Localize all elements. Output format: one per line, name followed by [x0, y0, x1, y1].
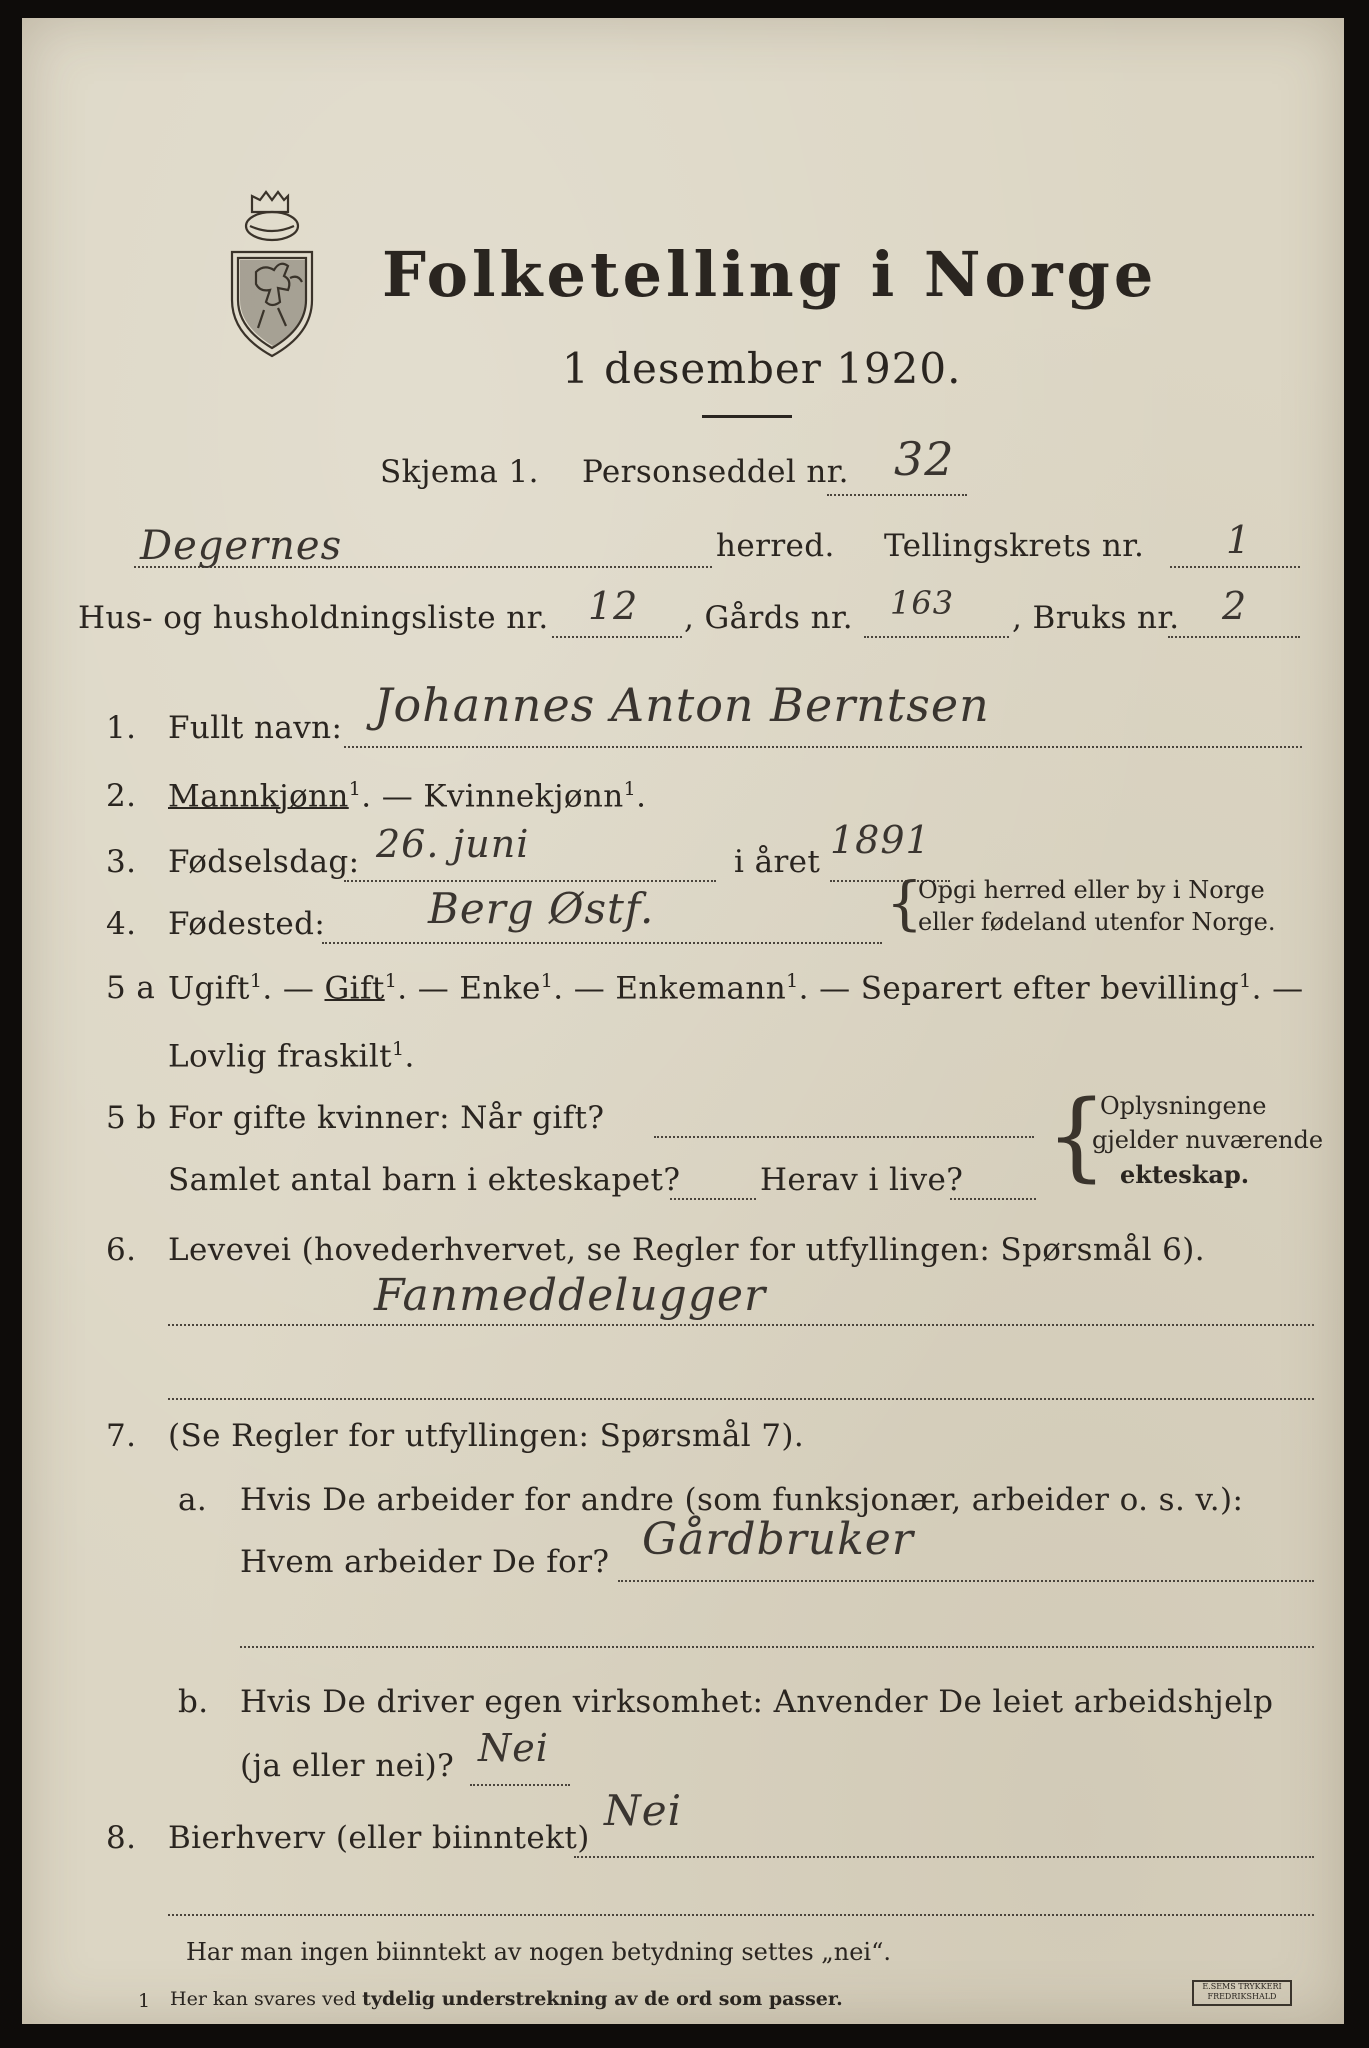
separator: . —	[262, 970, 325, 1007]
employer-value[interactable]: Gårdbruker	[642, 1514, 914, 1565]
q1-label: Fullt navn:	[168, 710, 343, 746]
q5b-brace: {	[1046, 1080, 1108, 1192]
norwegian-coat-of-arms-icon	[220, 190, 325, 360]
hired-help-value[interactable]: Nei	[478, 1726, 549, 1770]
q7b-line2: (ja eller nei)?	[240, 1748, 455, 1784]
children-count-dotted-line	[670, 1198, 756, 1200]
birthplace-dotted-line	[322, 942, 882, 944]
separator: . —	[1251, 970, 1304, 1007]
q3-label: Fødselsdag:	[168, 844, 360, 880]
footnote-ref: 1	[384, 970, 398, 992]
status-enke[interactable]: . — Enke	[397, 970, 541, 1007]
footnote-text	[170, 1988, 843, 2010]
q7a-letter: a.	[178, 1482, 208, 1518]
q8-label: Bierhverv (eller biinntekt)	[168, 1820, 590, 1856]
footer-note: Har man ingen biinntekt av nogen betydning settes „nei“.	[186, 1938, 891, 1966]
q3-number: 3.	[106, 844, 137, 880]
side-income-value[interactable]: Nei	[604, 1786, 683, 1835]
personseddel-dotted-line	[827, 494, 967, 496]
punctuation: .	[404, 1038, 415, 1075]
hus-dotted-line	[552, 636, 682, 638]
q5b-note-line1: Oplysningene	[1100, 1092, 1267, 1120]
footnote-ref: 1	[392, 1038, 405, 1060]
tellingskrets-value[interactable]: 1	[1226, 518, 1252, 562]
personseddel-label: Personseddel nr.	[582, 454, 849, 490]
children-count-label: Samlet antal barn i ekteskapet?	[168, 1162, 681, 1198]
q7a-line1: Hvis De arbeider for andre (som funksjonær, arbeider o. s. v.):	[240, 1482, 1244, 1518]
q6-label: Levevei (hovederhvervet, se Regler for utfyllingen: Spørsmål 6).	[168, 1232, 1206, 1268]
when-married-dotted-line	[654, 1136, 1034, 1138]
status-enkemann[interactable]: . — Enkemann	[553, 970, 787, 1007]
footnote-ref: 1	[540, 970, 554, 992]
printer-line1: E.SEMS TRYKKERI	[1202, 1982, 1282, 1991]
gards-dotted-line	[864, 636, 1009, 638]
gards-label: , Gårds nr.	[684, 600, 854, 636]
q7-number: 7.	[106, 1418, 137, 1454]
q5b-note-line3: ekteskap.	[1120, 1160, 1250, 1189]
gender-options[interactable]	[168, 778, 646, 814]
tellingskrets-dotted-line	[1170, 566, 1300, 568]
gender-female-option[interactable]: . — Kvinnekjønn	[361, 778, 624, 815]
bruks-value[interactable]: 2	[1222, 584, 1248, 628]
census-date: 1 desember 1920.	[562, 344, 962, 393]
q6-number: 6.	[106, 1232, 137, 1268]
q5b-note-line2	[1092, 1126, 1323, 1154]
q8-number: 8.	[106, 1820, 137, 1856]
birth-year-value[interactable]: 1891	[830, 818, 931, 862]
marital-status-options[interactable]	[168, 970, 1303, 1006]
form-title: Folketelling i Norge	[382, 238, 1158, 311]
title-divider	[702, 415, 792, 418]
q5b-number: 5 b	[106, 1100, 157, 1136]
side-income-line-2	[168, 1914, 1314, 1916]
hus-value[interactable]: 12	[588, 584, 639, 628]
status-fraskilt-row[interactable]	[168, 1038, 415, 1074]
footnote-number: 1	[138, 1990, 151, 2012]
q5b-note-line2-text: gjelder nuværende	[1092, 1126, 1324, 1154]
status-ugift[interactable]: Ugift	[168, 970, 250, 1007]
q7a-line2: Hvem arbeider De for?	[240, 1544, 610, 1580]
q5a-number: 5 a	[106, 970, 156, 1006]
personseddel-value[interactable]: 32	[894, 432, 955, 486]
children-alive-dotted-line	[950, 1198, 1036, 1200]
status-separert[interactable]: . — Separert efter bevilling	[798, 970, 1240, 1007]
printer-stamp	[1192, 1980, 1292, 2006]
occupation-line-2	[168, 1398, 1314, 1400]
bruks-dotted-line	[1168, 636, 1300, 638]
q4-note-line1: Opgi herred eller by i Norge	[918, 876, 1265, 904]
employer-line-2	[240, 1646, 1314, 1648]
q4-number: 4.	[106, 906, 137, 942]
herred-label: herred.	[716, 528, 835, 564]
birthday-dotted-line	[344, 880, 716, 882]
q4-note-line2: eller fødeland utenfor Norge.	[918, 908, 1276, 936]
q4-label: Fødested:	[168, 906, 326, 942]
q1-number: 1.	[106, 710, 137, 746]
footnote-ref: 1	[249, 970, 263, 992]
gender-male-option[interactable]: Mannkjønn	[168, 778, 349, 815]
when-married-label: For gifte kvinner: Når gift?	[168, 1100, 605, 1136]
status-fraskilt[interactable]: Lovlig fraskilt	[168, 1038, 393, 1075]
status-gift[interactable]: Gift	[324, 970, 385, 1007]
occupation-line-1	[168, 1324, 1314, 1326]
year-label: i året	[734, 844, 821, 880]
birthplace-value[interactable]: Berg Østf.	[428, 884, 655, 933]
footnote-bold: tydelig understrekning av de ord som passer.	[362, 1988, 843, 2010]
schema-label: Skjema 1.	[380, 454, 539, 490]
footnote-ref: 1	[623, 778, 637, 800]
footnote-ref: 1	[786, 970, 799, 992]
punctuation: .	[636, 778, 647, 815]
census-form	[22, 18, 1344, 2024]
q7-label: (Se Regler for utfyllingen: Spørsmål 7).	[168, 1418, 805, 1454]
q2-number: 2.	[106, 778, 137, 814]
gards-value[interactable]: 163	[890, 584, 955, 622]
tellingskrets-label: Tellingskrets nr.	[884, 528, 1145, 564]
children-alive-label: Herav i live?	[760, 1162, 964, 1198]
footnote-ref: 1	[348, 778, 362, 800]
herred-value[interactable]: Degernes	[140, 523, 343, 569]
occupation-value[interactable]: Fanmeddelugger	[374, 1270, 767, 1321]
printer-line2: FREDRIKSHALD	[1207, 1992, 1277, 2001]
q1-dotted-line	[344, 746, 1302, 748]
footnote-prefix: Her kan svares ved	[170, 1988, 363, 2010]
q7b-letter: b.	[178, 1684, 209, 1720]
full-name-value[interactable]: Johannes Anton Berntsen	[374, 678, 990, 732]
hus-label: Hus- og husholdningsliste nr.	[78, 600, 549, 636]
footnote-ref: 1	[1239, 970, 1252, 992]
hired-help-dotted-line	[470, 1784, 570, 1786]
bruks-label: , Bruks nr.	[1012, 600, 1180, 636]
employer-dotted-line	[618, 1580, 1314, 1582]
q7b-line1: Hvis De driver egen virksomhet: Anvender De leiet arbeidshjelp	[240, 1684, 1274, 1720]
q4-brace: {	[886, 869, 923, 937]
birthday-value[interactable]: 26. juni	[376, 822, 530, 866]
side-income-dotted-line	[574, 1856, 1314, 1858]
